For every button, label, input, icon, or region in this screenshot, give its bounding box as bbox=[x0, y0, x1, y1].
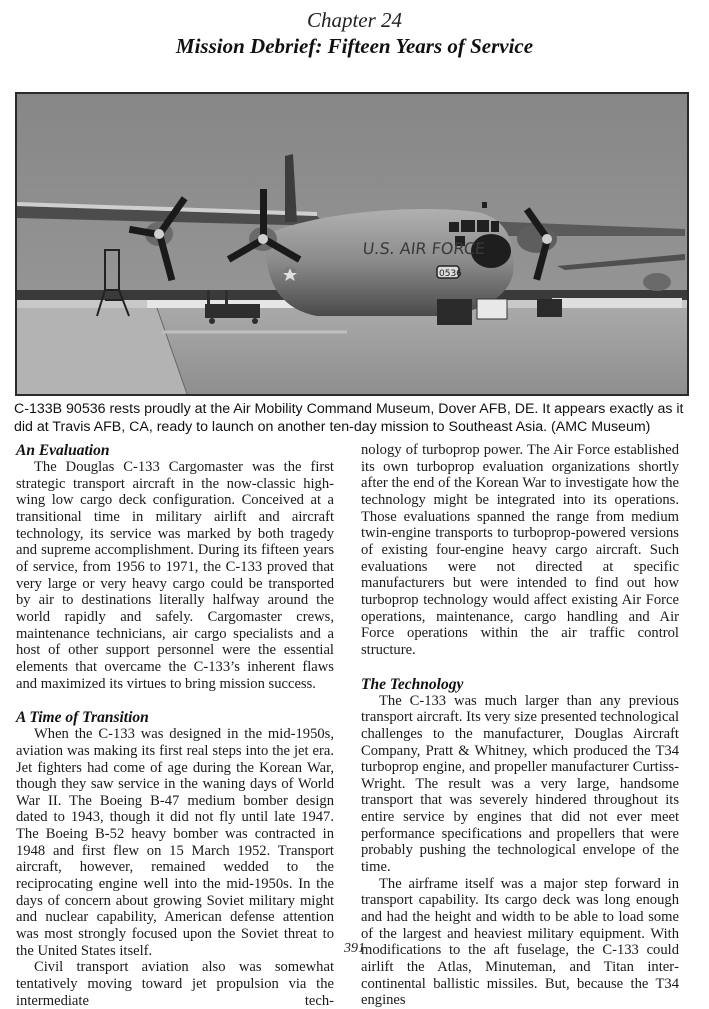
paragraph: When the C-133 was designed in the mid-1950s, aviation was making its first real steps into the jet era. Jet fighters had come of age during the Korean War, though they saw service in the waning days of World War II. The Boeing B-47 medium bomber design dated to 1943, though it did not fly until late 1947. The Boeing B-52 heavy bomber was contracted in 1948 and first flew on 15 March 1952. Transport aircraft, however, remained wedded to the reciprocating engine well into the mid-1950s. In the days of concern about growing Soviet military might and nuclear capability, American defense attention was most strongly focused upon the Soviet threat to the United States itself. bbox=[16, 726, 334, 959]
paragraph-continuation: nology of turboprop power. The Air Force established its own turboprop evaluation organizations shortly after the end of the Korean War to investigate how the technology might be integrated into its operations. Those evaluations spanned the range from medium twin-engine transports to turboprop-powered versions of existing four-engine heavy cargo aircraft. Such evaluations were not directed at specific manufacturers but were intended to find out how turboprop technology would affect existing Air Force operations, maintenance, cargo handling and Air Force operations within the air traffic control structure. bbox=[361, 442, 679, 658]
left-column bbox=[16, 442, 334, 1009]
spacer bbox=[361, 659, 679, 676]
c133-aircraft-illustration bbox=[17, 94, 687, 394]
tail-number-badge: 0536 bbox=[439, 269, 462, 279]
photo-caption: C-133B 90536 rests proudly at the Air Mobility Command Museum, Dover AFB, DE. It appears exactly as it did at Travis AFB, CA, ready to launch on another ten-day mission to Southeast Asia. (AMC Museum) bbox=[14, 401, 684, 435]
paragraph: The airframe itself was a major step forward in transport capability. Its cargo deck was long enough and had the height and width to be able to load some of the largest and heaviest military equipment. With modifications to the aft fuselage, the C-133 could airlift the Atlas, Minuteman, and Titan intercontinental ballistic missiles. But, because the T34 engines bbox=[361, 875, 679, 1009]
fuselage-lettering: U.S. AIR FORCE bbox=[361, 239, 487, 258]
chapter-number: Chapter 24 bbox=[306, 8, 403, 32]
section-heading-technology: The Technology bbox=[361, 675, 464, 693]
right-column bbox=[361, 442, 679, 1009]
section-heading-evaluation: An Evaluation bbox=[16, 442, 110, 459]
spacer bbox=[16, 692, 334, 709]
paragraph: The C-133 was much larger than any previous transport aircraft. Its very size presented technological challenges to the manufacturer, Douglas Aircraft Company, Pratt & Whitney, which produced the T34 turboprop engine, and propeller manufacturer Curtiss-Wright. The result was a very large, handsome transport that was severely hindered throughout its entire service by engines that did not ever meet performance specifications and propellers that were probably pushing the technological envelope of the time. bbox=[361, 692, 679, 876]
chapter-title: Mission Debrief: Fifteen Years of Service bbox=[175, 34, 534, 58]
section-heading-transition: A Time of Transition bbox=[16, 709, 149, 727]
page-number: 391 bbox=[344, 941, 365, 956]
paragraph: The Douglas C-133 Cargomaster was the first strategic transport aircraft in the now-classic high-wing low cargo deck configuration. Conceived at a transitional time in military airlift and aircraft technology, its service was marked by both tragedy and supreme accomplishment. During its fifteen years of service, from 1956 to 1971, the C-133 proved that very large or very heavy cargo could be transported by air to destinations literally halfway around the world rapidly and safely. Cargomaster crews, maintenance technicians, air cargo specialists and a host of other support personnel were the essential elements that overcame the C-133’s inherent flaws and maximized its virtues to bring mission success. bbox=[16, 459, 334, 692]
aircraft-photo bbox=[15, 92, 689, 396]
paragraph: Civil transport aviation also was somewhat tentatively moving toward jet propulsion via the intermediate tech- bbox=[16, 959, 334, 1009]
